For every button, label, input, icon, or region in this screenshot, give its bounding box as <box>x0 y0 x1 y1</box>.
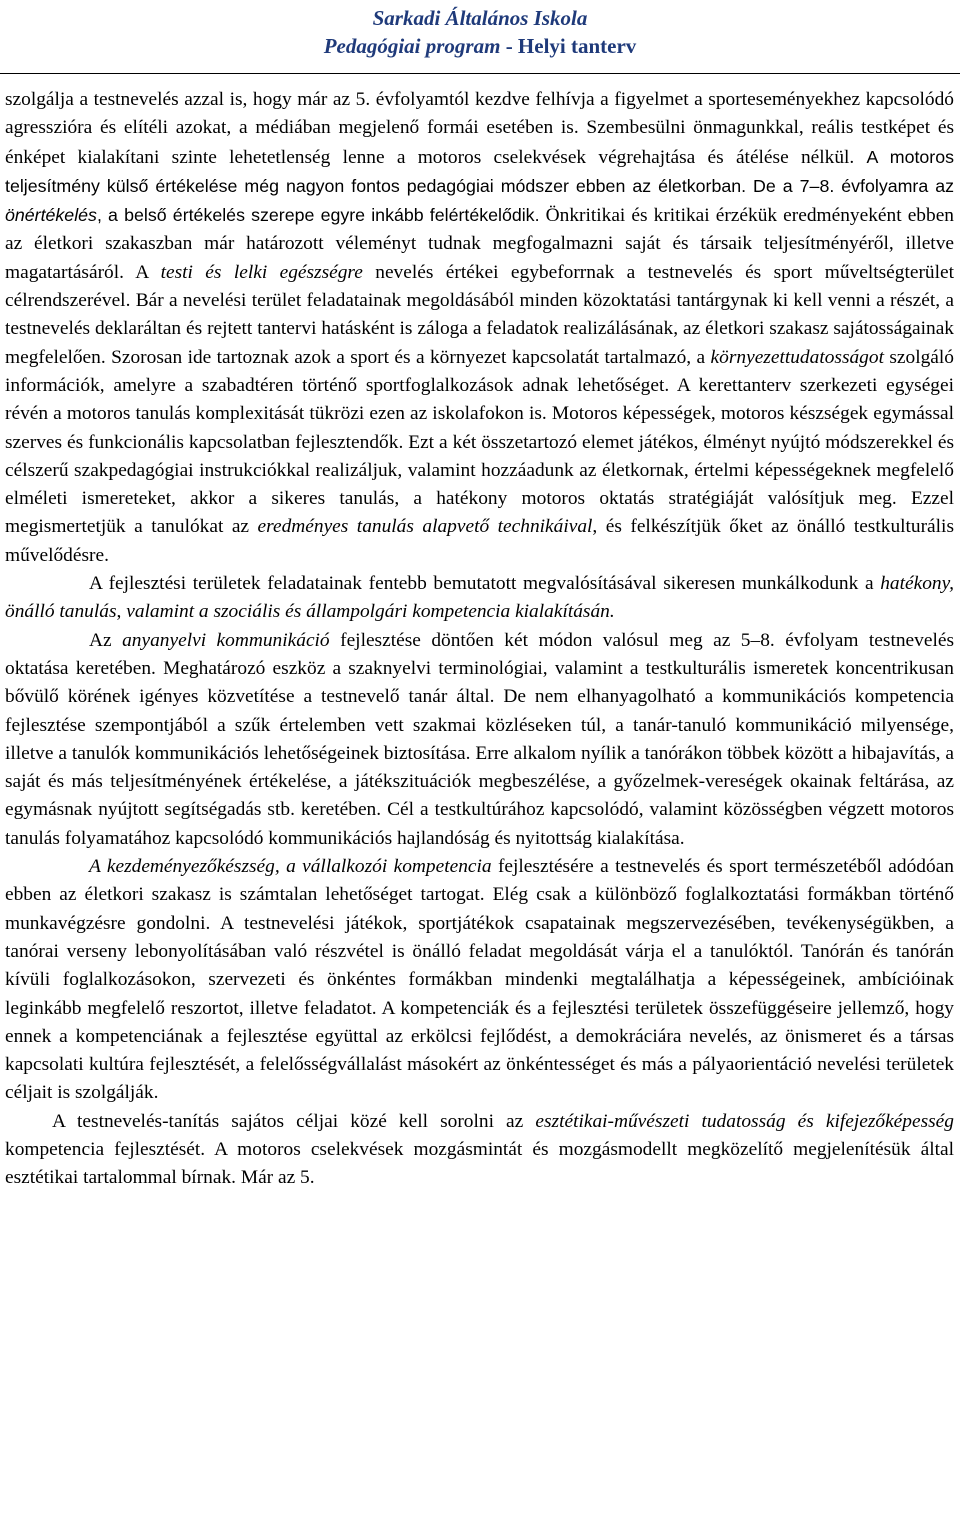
header-rule <box>0 73 960 74</box>
school-name: Sarkadi Általános Iskola <box>372 6 588 30</box>
program-title-suffix: - Helyi tanterv <box>500 34 637 58</box>
emphasized-text: anyanyelvi kommunikáció <box>122 629 330 651</box>
emphasized-text: környezettudatosságot <box>710 346 884 368</box>
emphasized-text: A kezdeményezőkészség, a vállalkozói kompetencia <box>89 856 492 878</box>
emphasized-text: eredményes tanulás alapvető technikáival <box>257 516 593 538</box>
program-title <box>0 32 960 60</box>
paragraph <box>5 853 954 1108</box>
text-run: , <box>116 601 127 623</box>
document-body <box>5 86 954 1193</box>
emphasized-text: testi és lelki egészségre <box>160 261 363 283</box>
paragraph <box>5 570 954 627</box>
emphasized-text: hatékony, önálló tanulás <box>5 573 954 623</box>
text-run: fejlesztése döntően két módon valósul meg az 5–8. évfolyam testnevelés oktatása keretében. Meghatározó eszköz a szaknyelvi terminológiai, valamint a testkulturális ismeretek koncentrikusan bővülő körének igényes közvetítése a testnevelő tanár által. De nem elhanyagolható a kommunikációs kompetencia fejlesztése szempontjából a szűk értelemben vett szakmai közléseken túl, a tanár-tanuló kommunikáció milyensége, illetve a tanulók kommunikációs lehetőségeinek biztosítása. Erre alkalom nyílik a tanórákon többek között a hibajavítás, a saját és más teljesítményének értékelése, a játékszituációk megbeszélése, a győzelmek-vereségek okainak feltárása, az egymásnak nyújtott segítségadás stb. keretében. Cél a testkultúrához kapcsolódó, valamint közösségben végzett motoros tanulás folyamatához kapcsolódó kommunikációs hajlandóság és nyitottság kialakítása. <box>5 629 954 849</box>
paragraph <box>5 1108 954 1193</box>
emphasized-text: valamint a szociális és állampolgári kompetencia kialakításán. <box>126 601 615 623</box>
page-header <box>0 4 960 60</box>
paragraph <box>5 627 954 853</box>
text-run: szolgáló információk, amelyre a szabadtéren történő sportfoglalkozások adnak lehetőséget. A kerettanterv szerkezeti egységei révén a motoros tanulás komplexitását tükrözi ezen az iskolafokon is. Motoros képességek, motoros készségek egymással szerves és funkcionális kapcsolatban fejlesztendők. Ezt a két összetartozó elemet játékos, élményt nyújtó módszerekkel és célszerű szakpedagógiai instrukciókkal realizáljuk, valamint hozzáadunk az életkornak, értelmi képességeknek megfelelő elméleti ismereteket, akkor a sikeres tanulás, a hatékony motoros oktatás stratégiáját valósítjuk meg. Ezzel megismertetjük a tanulókat az <box>5 346 954 538</box>
text-run: kompetencia fejlesztését. A motoros cselekvések mozgásmintát és mozgásmodellt megközelítő megjelenítésük által esztétikai tartalommal bírnak. Már az 5. <box>5 1138 954 1189</box>
text-run: szolgálja a testnevelés azzal is, hogy már az 5. évfolyamtól kezdve felhívja a figyelmet a sporteseményekhez kapcsolódó agresszióra és elítéli azokat, a médiában megjelenő formái esetében is. Szembesülni önmagunkkal, reális testképet és énképet kialakítani szinte lehetetlenség lenne a motoros cselekvések végrehajtása és átélése nélkül. <box>5 89 954 168</box>
text-run: , és felkészítjük őket az önálló testkulturális művelődésre. <box>5 516 954 566</box>
program-title-prefix: Pedagógiai program <box>323 34 501 58</box>
text-run: A testnevelés-tanítás sajátos céljai közé kell sorolni az <box>52 1110 536 1132</box>
text-run: , a belső értékelés szerepe egyre inkább felértékelődik. <box>96 205 540 226</box>
text-run: Önkritikai és kritikai érzékük eredményeként ebben az életkori szakaszban már határozott véleményt tudnak megfogalmazni saját és társaik teljesítményéről, illetve magatartásáról. A <box>5 205 955 283</box>
text-run: fejlesztésére a testnevelés és sport természetéből adódóan ebben az életkori szakasz is számtalan lehetőséget tartogat. Elég csak a különböző foglalkoztatási formákban történő munkavégzésre gondolni. A testnevelési játékok, sportjátékok csapatainak megszervezésében, tevékenységükben, a tanórai verseny lebonyolításában való részvétel is önálló feladat megoldását várja el a tanulóktól. Tanórán és tanórán kívüli foglalkozásokon, szervezeti és önkéntes formákban mindenki megtalálhatja a képességeinek, ambícióinak leginkább megfelelő reszortot, illetve feladatot. A kompetenciák és a fejlesztési területek összefüggéseire jellemző, hogy ennek a kompetenciának a fejlesztése együttal az erkölcsi fejlődést, a demokráciára nevelés, az önismeret és a társas kapcsolati kultúra fejlesztését, a felelősségvállalást másokért az önkéntességet és más a pályaorientáció nevelési területek céljait is szolgálják. <box>5 856 954 1104</box>
text-run: A fejlesztési területek feladatainak fentebb bemutatott megvalósításával sikeresen munkálkodunk a <box>89 573 881 595</box>
text-run: nevelés értékei egybeforrnak a testnevelés és sport műveltségterület célrendszerével. Bár a nevelési terület feladatainak megoldásából minden közoktatási tantárgynak ki kell venni a részét, a testnevelés deklaráltan és rejtett tantervi hatásként is záloga a feladatok realizálásának, az életkori szakasz sajátosságainak megfelelően. Szorosan ide tartoznak azok a sport és a környezet kapcsolatát tartalmazó, a <box>5 261 954 368</box>
text-run: A motoros teljesítmény külső értékelése még nagyon fontos pedagógiai módszer ebben az életkorban. De a 7–8. évfolyamra az <box>5 146 954 196</box>
emphasized-text: önértékelés <box>5 205 97 226</box>
paragraph <box>5 86 954 570</box>
text-run: Az <box>89 629 123 651</box>
emphasized-text: esztétikai-művészeti tudatosság és kifejezőképesség <box>535 1110 954 1132</box>
